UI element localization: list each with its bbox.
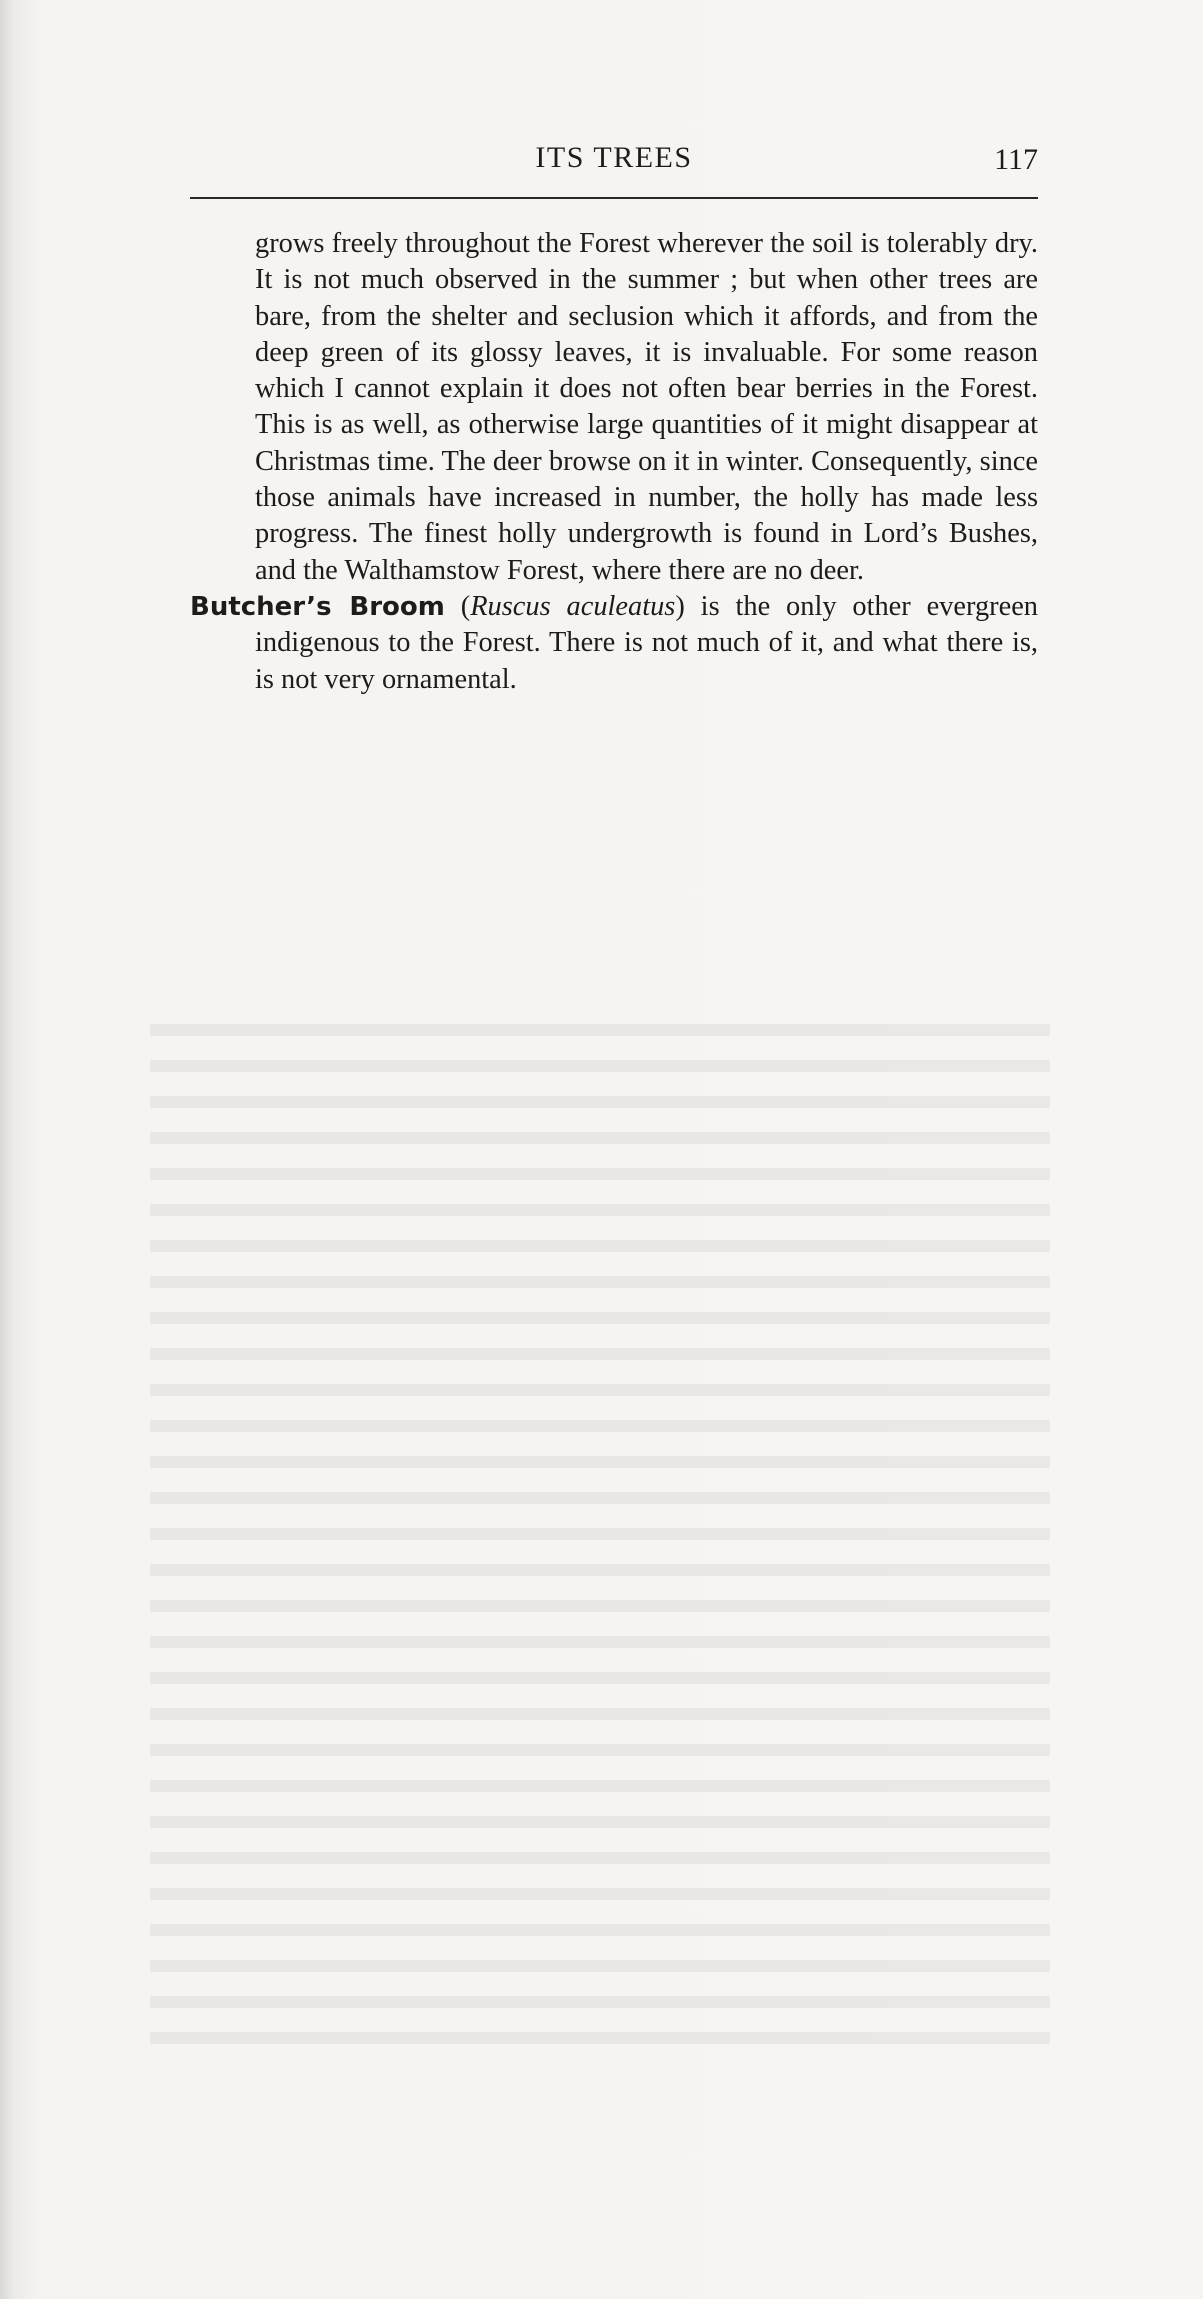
running-head: ITS TREES (535, 141, 693, 174)
body-text (190, 226, 1038, 698)
species-name: Butcher’s Broom (190, 591, 445, 622)
header-rule (190, 197, 1038, 199)
paragraph-text: ) is the only other evergreen indigenous to the Forest. There is not much of it, and what there is, is not very ornamental. (255, 590, 1038, 695)
page-header (190, 138, 1038, 178)
paragraph-butchers-broom (190, 589, 1038, 698)
paren-open: ( (444, 590, 471, 622)
paragraph-holly: grows freely throughout the Forest wherever the soil is tolerably dry. It is not much observed in the summer ; but when other trees are bare, from the shelter and seclusion which it affords, and from the deep green of its glossy leaves, it is invaluable. For some reason which I cannot explain it does not often bear berries in the Forest. This is as well, as otherwise large quantities of it might disappear at Christmas time. The deer browse on it in winter. Consequently, since those animals have increased in number, the holly has made less progress. The finest holly undergrowth is found in Lord’s Bushes, and the Walthamstow Forest, where there are no deer. (255, 228, 1038, 586)
latin-name: Ruscus aculeatus (470, 590, 676, 622)
page-number: 117 (994, 143, 1038, 176)
show-through-texture (150, 1000, 1050, 2050)
